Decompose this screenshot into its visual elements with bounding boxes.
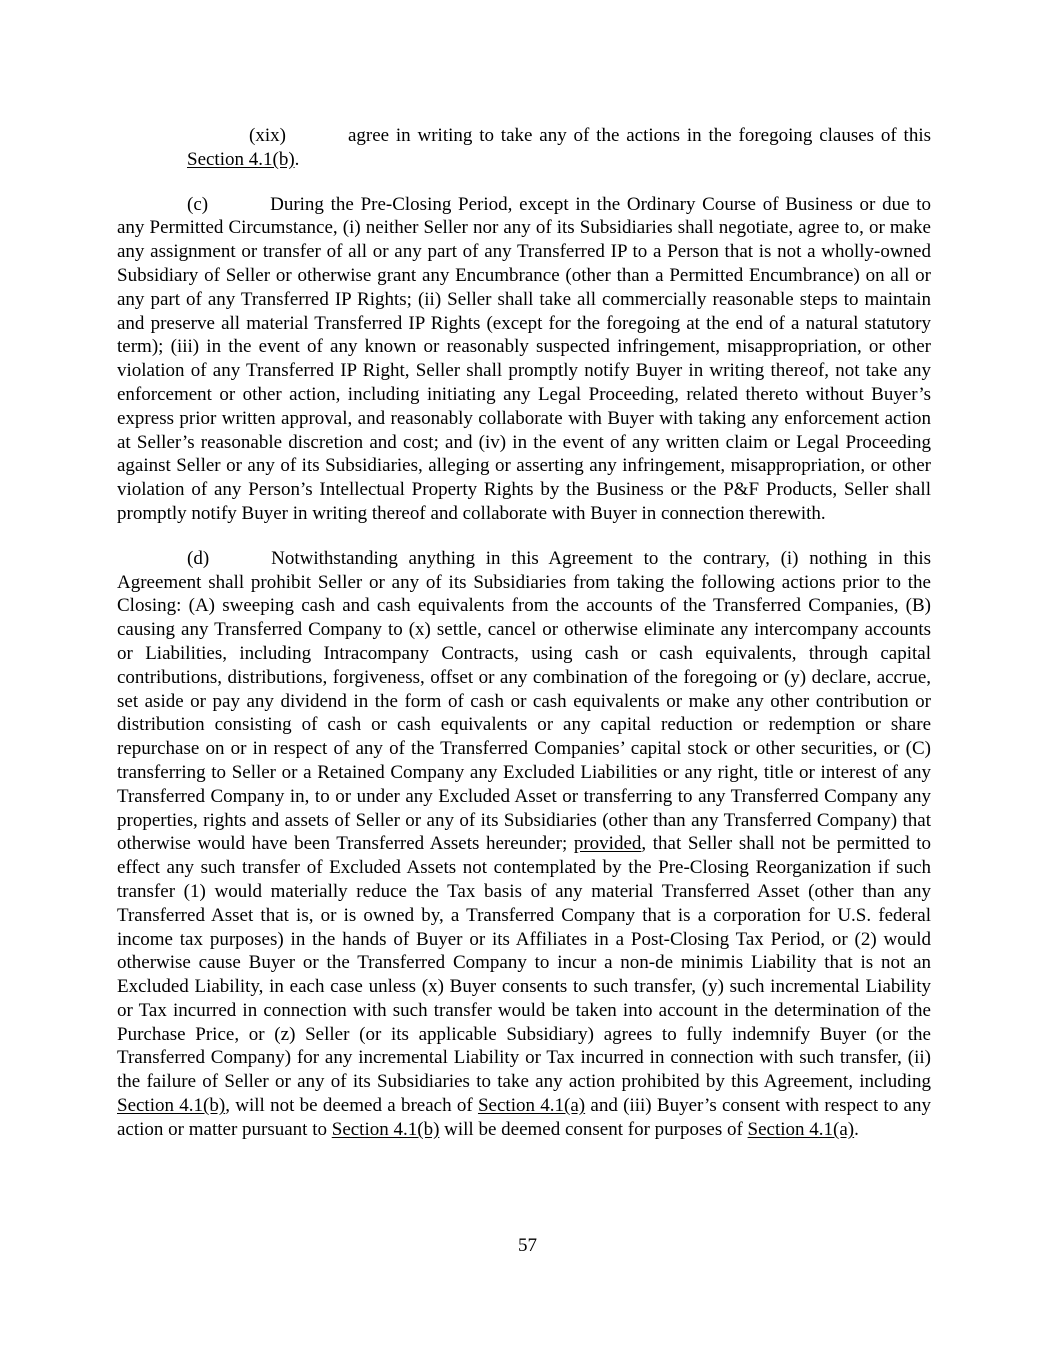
clause-d-text-3: , will not be deemed a breach of bbox=[225, 1095, 478, 1117]
section-ref-4-1-a: Section 4.1(a) bbox=[477, 1095, 586, 1117]
clause-c-text: During the Pre-Closing Period, except in the Ordinary Course of Business or due to any Permitted Circumstance, (i) neither Seller nor any of its Subsidiaries shall negotiate, agree to, or make any assignment or transfer of all or any part of any Transferred IP to a Person that is not a wholly-owned Subsidiary of Seller or otherwise grant any Encumbrance (other than a Permitted Encumbrance) on all or any part of any Transferred IP Rights; (ii) Seller shall take all commercially reasonable steps to maintain and preserve all material Transferred IP Rights (except for the foregoing at the end of a natural statutory term); (iii) in the event of any known or reasonably suspected infringement, misappropriation, or other violation of any Transferred IP Right, Seller shall promptly notify Buyer in writing thereof, not take any enforcement or other action, including initiating any Legal Proceeding, related thereto without Buyer’s express prior written approval, and reasonably collaborate with Buyer with taking any enforcement action at Seller’s reasonable discretion and cost; and (iv) in the event of any written claim or Legal Proceeding against Seller or any of its Subsidiaries, alleging or asserting any infringement, misappropriation, or other violation of any Person’s Intellectual Property Rights by the Business or the P&F Products, Seller shall promptly notify Buyer in writing thereof and collaborate with Buyer in connection therewith. bbox=[117, 193, 931, 524]
clause-d-marker: (d) bbox=[187, 547, 210, 569]
clause-xix-marker: (xix) bbox=[249, 125, 286, 146]
clause-d-text-1: Notwithstanding anything in this Agreement to the contrary, (i) nothing in this Agreement shall prohibit Seller or any of its Subsidiaries from taking the following actions prior to the Closing: (A) sweeping cash and cash equivalents from the accounts of the Transferred Companies, (B) causing any Transferred Company to (x) settle, cancel or otherwise eliminate any intercompany accounts or Liabilities, including Intracompany Contracts, using cash or cash equivalents, through capital contributions, distributions, forgiveness, offset or any combination of the foregoing or (y) declare, accrue, set aside or pay any dividend in the form of cash or cash equivalents or make any other contribution or distribution consisting of cash or cash equivalents or any capital reduction or redemption or share repurchase on or in respect of any of the Transferred Companies’ capital stock or other securities, or (C) transferring to Seller or a Retained Company any Excluded Liabilities or any right, title or interest of any Transferred Company in, to or under any Excluded Asset or transferring to any Transferred Company any properties, rights and assets of Seller or any of its Subsidiaries (other than any Transferred Company) that otherwise would have been Transferred Assets hereunder; bbox=[117, 547, 931, 855]
clause-c-marker: (c) bbox=[187, 193, 209, 215]
section-ref-4-1-b: Section 4.1(b) bbox=[187, 148, 295, 170]
clause-xix-text: agree in writing to take any of the actions in the foregoing clauses of this bbox=[347, 125, 931, 146]
clause-d-text-6: . bbox=[854, 1118, 859, 1140]
clause-xix bbox=[117, 124, 931, 172]
provided-term: provided bbox=[573, 833, 642, 855]
section-ref-4-1-b: Section 4.1(b) bbox=[117, 1095, 226, 1117]
clause-d-text-2: , that Seller shall not be permitted to effect any such transfer of Excluded Assets not contemplated by the Pre-Closing Reorganization if such transfer (1) would materially reduce the Tax basis of any material Transferred Asset (other than any Transferred Asset that is, or is owned by, a Transferred Company that is a corporation for U.S. federal income tax purposes) in the hands of Buyer or its Affiliates in a Post-Closing Tax Period, or (2) would otherwise cause Buyer or the Transferred Company to incur a non-de minimis Liability that is not an Excluded Liability, in each case unless (x) Buyer consents to such transfer, (y) such incremental Liability or Tax incurred in connection with such transfer would be taken into account in the determination of the Purchase Price, or (z) Seller (or its applicable Subsidiary) agrees to fully indemnify Buyer (or the Transferred Company) for any incremental Liability or Tax incurred in connection with such transfer, (ii) the failure of Seller or any of its Subsidiaries to take any action prohibited by this Agreement, including bbox=[117, 833, 932, 1093]
page-number: 57 bbox=[518, 1235, 537, 1256]
document-page bbox=[117, 124, 931, 1142]
clause-c bbox=[117, 193, 931, 526]
clause-d-text-4: and (iii) Buyer’s consent with respect to any action or matter pursuant to bbox=[117, 1095, 931, 1140]
section-ref-4-1-a: Section 4.1(a) bbox=[747, 1118, 855, 1140]
clause-d-text-5: will be deemed consent for purposes of bbox=[439, 1118, 748, 1140]
section-ref-4-1-b: Section 4.1(b) bbox=[331, 1118, 440, 1140]
clause-xix-period: . bbox=[294, 148, 300, 170]
clause-d bbox=[117, 547, 931, 1142]
